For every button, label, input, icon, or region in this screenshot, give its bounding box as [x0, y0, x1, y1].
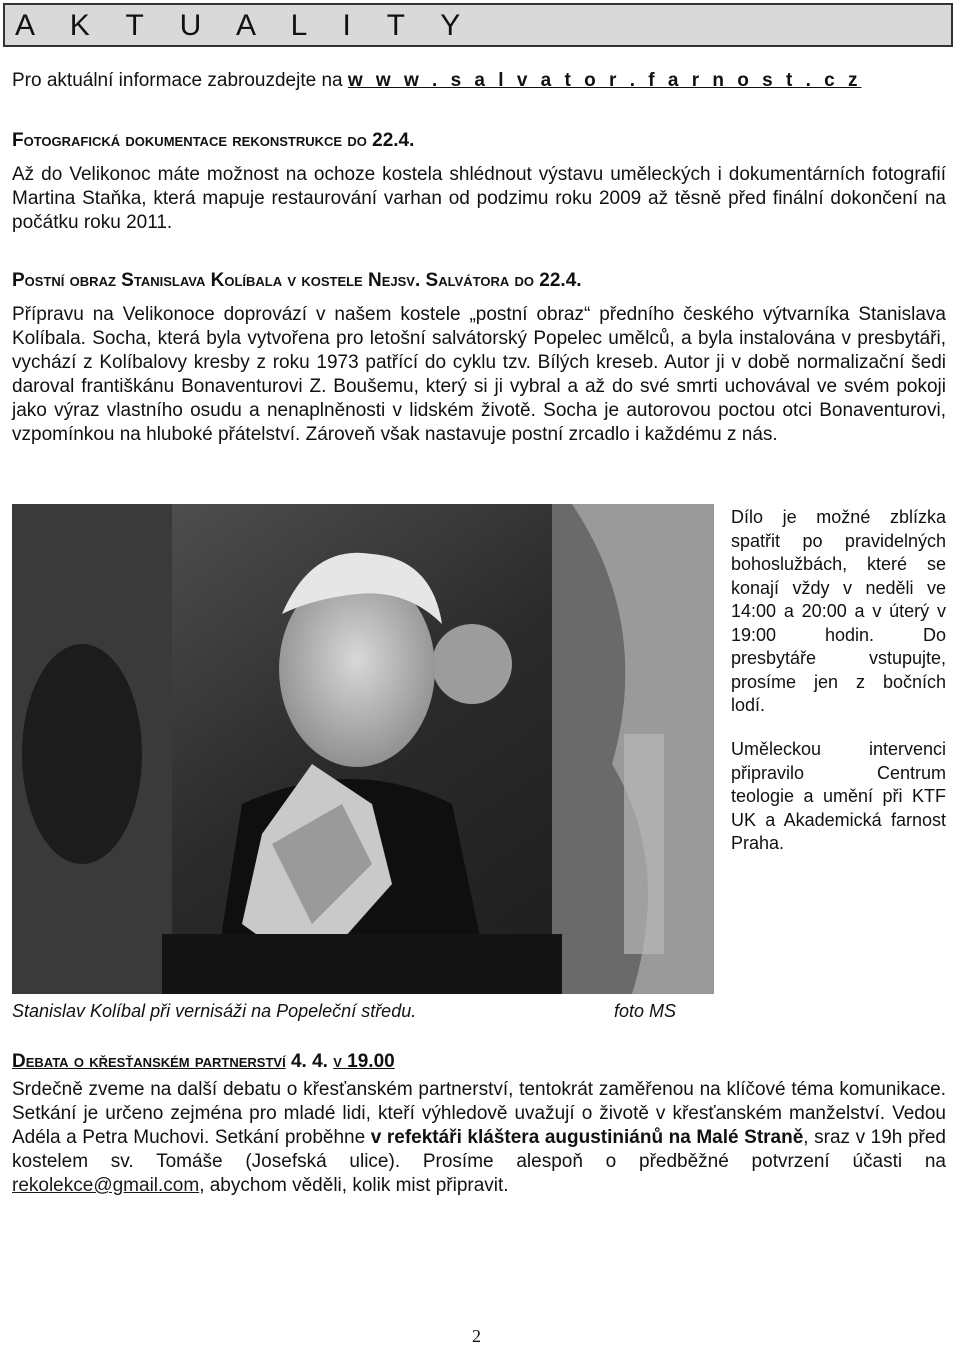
sidebar-paragraph-viewing: Dílo je možné zblízka spatřit po pravidelných bohoslužbách, které se konají vždy v neděli ve 14:00 a 20:00 a v úterý v 19:00 hodin. Do presbytáře vstupujte, prosíme jen z bočních lodí.: [731, 507, 946, 715]
debate-title-time: 19.00: [341, 1051, 395, 1072]
website-link[interactable]: w w w . s a l v a t o r . f a r n o s t . c z: [347, 70, 862, 91]
debate-body-venue: v refektáři kláštera augustiniánů na Malé Straně: [370, 1127, 804, 1148]
intro-line: [12, 70, 862, 92]
section-title-lenten-image: Postní obraz Stanislava Kolíbala v kostele Nejsv. Salvátora do 22.4.: [12, 270, 582, 291]
section-body-debate: [12, 1078, 946, 1198]
section-body-photo-documentation: Až do Velikonoc máte možnost na ochoze kostela shlédnout výstavu uměleckých i dokumentárních fotografií Martina Staňka, která mapuje restaurování varhan od podzimu roku 2009 až těsně před finální dokončení na počátku roku 2011.: [12, 164, 946, 233]
header-title: A K T U A L I T Y: [15, 9, 475, 42]
debate-body-part-2: , sraz v 19h před kostelem sv. Tomáše (Josefská ulice). Prosíme alespoň o předběžné potvrzení účasti na: [12, 1127, 946, 1172]
photo-illustration: [12, 504, 714, 994]
section-title-debate: [12, 1051, 395, 1073]
email-link[interactable]: rekolekce@gmail.com: [12, 1175, 200, 1196]
photo-caption: Stanislav Kolíbal při vernisáži na Popeleční středu.: [12, 1001, 417, 1021]
debate-title-text: Debata o křesťanském partnerství: [12, 1051, 286, 1072]
page-number: 2: [472, 1326, 481, 1346]
debate-title-at: v: [333, 1051, 342, 1072]
intro-text: Pro aktuální informace zabrouzdejte na: [12, 70, 348, 91]
sidebar-paragraph-intervention: Uměleckou intervenci připravilo Centrum teologie a umění při KTF UK a Akademická farnost Praha.: [731, 739, 946, 853]
header-banner: [3, 3, 953, 47]
section-body-lenten-image: Přípravu na Velikonoce doprovází v našem kostele „postní obraz“ předního českého výtvarníka Stanislava Kolíbala. Socha, která byla vytvořena pro letošní salvátorský Popelec umělců, a byla instalována v presbytáři, vychází z Kolíbalovy kresby z roku 1973 patřící do cyklu tzv. Bílých kreseb. Autor ji v době normalizační šedi daroval františkánu Bonaventurovi Z. Boušemu, který si ji vybral a až do své smrti uchovával ve svém pokoji jako výraz vlastního osudu a nenaplněnosti v lidském životě. Socha je autorovou poctou otci Bonaventurovi, vzpomínkou na hluboké přátelství. Zároveň však nastavuje postní zrcadlo i každému z nás.: [12, 304, 946, 445]
section-title-photo-documentation: Fotografická dokumentace rekonstrukce do 22.4.: [12, 130, 415, 151]
photo-kolibal: [12, 504, 714, 994]
debate-title-date: 4. 4.: [285, 1051, 334, 1072]
photo-credit: foto MS: [614, 1001, 677, 1021]
debate-body-part-1: Srdečně zveme na další debatu o křesťanském partnerství, tentokrát zaměřenou na klíčové téma komunikace. Setkání je určeno zejména pro mladé lidi, kteří výhledově uvažují o životě v křesťanském manželství. Vedou Adéla a Petra Muchovi. Setkání proběhne: [12, 1079, 946, 1148]
debate-body-part-3: , abychom věděli, kolik mist připravit.: [199, 1175, 509, 1196]
